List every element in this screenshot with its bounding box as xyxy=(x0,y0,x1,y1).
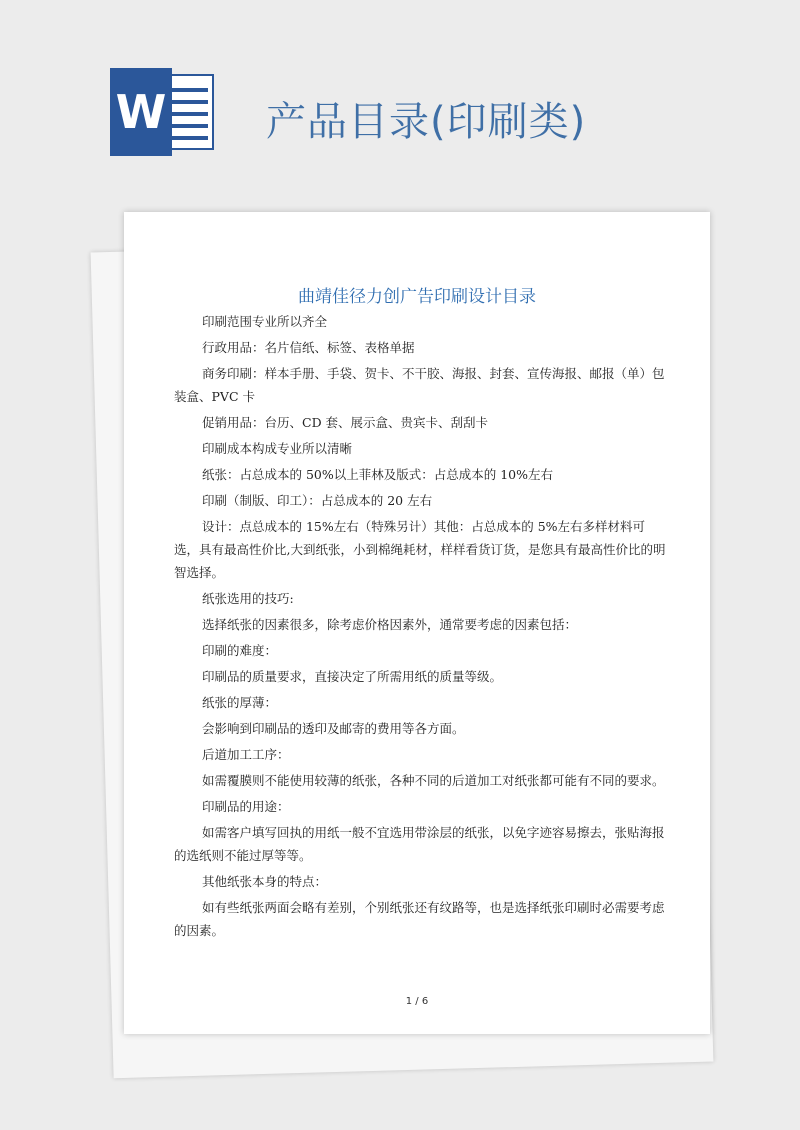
paragraph: 促销用品：台历、CD 套、展示盒、贵宾卡、刮刮卡 xyxy=(202,415,489,430)
paragraph: 其他纸张本身的特点： xyxy=(202,874,328,889)
paragraph: 会影响到印刷品的透印及邮寄的费用等各方面。 xyxy=(202,721,465,736)
paragraph: 纸张：占总成本的 50%以上菲林及版式：占总成本的 10%左右 xyxy=(202,467,554,482)
paragraph: 印刷范围专业所以齐全 xyxy=(202,314,328,329)
paragraph: 如有些纸张两面会略有差别，个别纸张还有纹路等，也是选择纸张印刷时必需要考虑的因素。 xyxy=(174,900,665,938)
paragraph: 如需客户填写回执的用纸一般不宜选用带涂层的纸张，以免字迹容易擦去，张贴海报的选纸则不能过厚等等。 xyxy=(174,825,665,863)
word-logo-icon xyxy=(110,68,214,156)
paragraph: 如需覆膜则不能使用较薄的纸张，各种不同的后道加工对纸张都可能有不同的要求。 xyxy=(202,773,665,788)
paragraph: 印刷的难度： xyxy=(202,643,278,658)
logo-letter: W xyxy=(110,68,172,156)
paragraph: 后道加工工序： xyxy=(202,747,290,762)
paragraph: 商务印刷：样本手册、手袋、贺卡、不干胶、海报、封套、宣传海报、邮报（单）包装盒、PVC 卡 xyxy=(174,366,665,404)
paragraph: 印刷品的用途： xyxy=(202,799,290,814)
header xyxy=(0,0,800,200)
paragraph: 印刷成本构成专业所以清晰 xyxy=(202,441,353,456)
document-title: 曲靖佳径力创广告印刷设计目录 xyxy=(298,287,536,307)
document-page xyxy=(124,212,710,1034)
header-title: 产品目录(印刷类) xyxy=(266,99,587,145)
paragraph: 选择纸张的因素很多，除考虑价格因素外，通常要考虑的因素包括： xyxy=(202,617,578,632)
document-content xyxy=(174,310,670,945)
paragraph: 印刷品的质量要求，直接决定了所需用纸的质量等级。 xyxy=(202,669,503,684)
paragraph: 行政用品：名片信纸、标签、表格单据 xyxy=(202,340,415,355)
paragraph: 印刷（制版、印工）：占总成本的 20 左右 xyxy=(202,493,433,508)
paragraph: 纸张的厚薄： xyxy=(202,695,278,710)
paragraph: 纸张选用的技巧: xyxy=(202,591,294,606)
paragraph: 设计：点总成本的 15%左右（特殊另计）其他：占总成本的 5%左右多样材料可选，具有最高性价比,大到纸张，小到棉绳耗材，样样看货订货，是您具有最高性价比的明智选择。 xyxy=(174,519,666,580)
page-number: 1 / 6 xyxy=(405,996,429,1007)
